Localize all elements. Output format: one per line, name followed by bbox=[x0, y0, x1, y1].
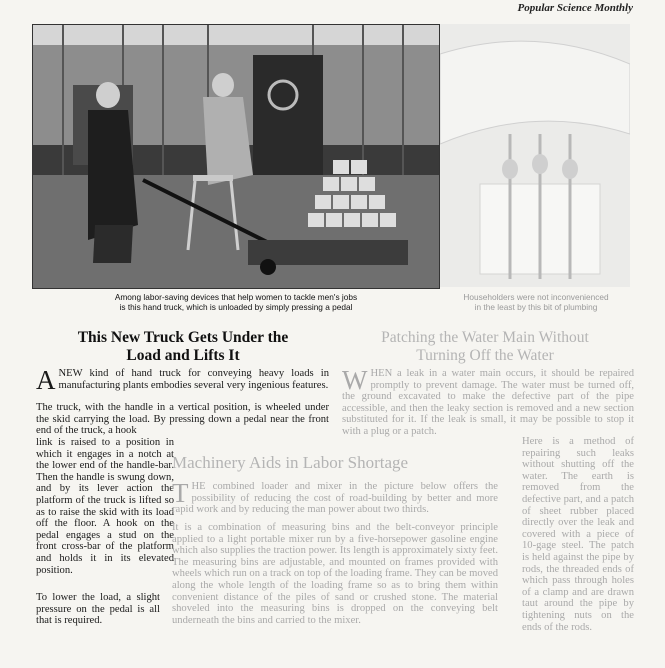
water-main-paragraph-2: Here is a method of repairing such leaks without shutting off the water. The earth is removed from the defective part, and a patch of sheet rubber placed directly over the leak and covered with a piece of 10-gage steel. The patch is held against the pipe by rods, the threaded ends of which pass through holes of a clamp and are drawn taut around the pipe by tightening nuts on the ends of the rods. bbox=[522, 436, 634, 633]
hand-truck-paragraph-2: The truck, with the handle in a vertical position, is wheeled under the skid carrying the load. By pressing down a pedal near the front end of the truck, a hook bbox=[36, 402, 329, 437]
right-caption-line: Householders were not inconvenienced bbox=[463, 292, 609, 302]
factory-scene-illustration bbox=[33, 25, 439, 288]
drop-cap: A bbox=[36, 365, 56, 395]
hand-truck-article-title bbox=[40, 329, 326, 365]
left-caption-line: Among labor-saving devices that help women to tackle men's jobs bbox=[114, 292, 358, 302]
right-caption-line: in the least by this bit of plumbing bbox=[474, 302, 598, 312]
machinery-article-title: Machinery Aids in Labor Shortage bbox=[172, 453, 409, 472]
paragraph-text: NEW kind of hand truck for conveying heavy loads in manufacturing plants embodies several very ingenious features. bbox=[58, 368, 329, 391]
paragraph-text: HEN a leak in a water main occurs, it should be repaired promptly to prevent damage. The water must be turned off, the ground excavated to make the defective part of the pipe accessible, and then the leaky section is removed and a new section substituted for it. If the leak is small, it may be possible to stop it with a plug or a patch. bbox=[342, 368, 634, 437]
left-photo-caption bbox=[66, 292, 406, 312]
water-main-article-title bbox=[340, 329, 630, 365]
title-line: This New Truck Gets Under the bbox=[77, 329, 289, 346]
left-caption-line: is this hand truck, which is unloaded by simply pressing a pedal bbox=[119, 302, 353, 312]
factory-hand-truck-photo bbox=[32, 24, 440, 289]
title-line: Patching the Water Main Without bbox=[381, 329, 589, 346]
water-main-paragraph-1 bbox=[342, 365, 634, 438]
title-line: Turning Off the Water bbox=[416, 347, 554, 364]
right-photo-caption bbox=[441, 292, 631, 312]
hand-truck-paragraph-1 bbox=[36, 365, 329, 395]
drop-cap: W bbox=[342, 365, 368, 395]
machinery-paragraph-1 bbox=[172, 478, 498, 516]
hand-truck-paragraph-3: link is raised to a position in which it engages in a notch at the lower end of the handle-bar. Then the handle is swung down, and by its lever action the platform of the truck is lifted so as to raise the skid with its load off the floor. A hook on the pedal engages a stud on the front cross-bar of the platform and holds it in its elevated position. bbox=[36, 437, 174, 576]
hand-truck-paragraph-4: To lower the load, a slight pressure on the pedal is all that is required. bbox=[36, 592, 160, 627]
magazine-header: Popular Science Monthly bbox=[517, 2, 633, 14]
machinery-paragraph-2: It is a combination of measuring bins and the belt-conveyor principle applied to a light portable mixer run by a five-horsepower gasoline engine which also supplies the traction power. Its length is approximately sixty feet. The measuring bins are adjustable, and mounted on frames provided with wheels which run on a track on top of the loading frame. They can be moved along the whole length of the loading frame so as to bring them within convenient distance of the piles of sand or crushed stone. The material shoveled into the measuring bins is dropped on the conveying belt underneath the bins and carried to the mixer. bbox=[172, 522, 498, 626]
pipe-clamp-illustration bbox=[440, 24, 630, 287]
drop-cap: T bbox=[172, 478, 189, 508]
paragraph-text: HE combined loader and mixer in the picture below offers the possibility of reducing the cost of road-building by better and more rapid work and by reducing the man power about two thirds. bbox=[172, 481, 498, 516]
title-line: Load and Lifts It bbox=[126, 347, 240, 364]
water-main-patch-photo bbox=[440, 24, 630, 287]
